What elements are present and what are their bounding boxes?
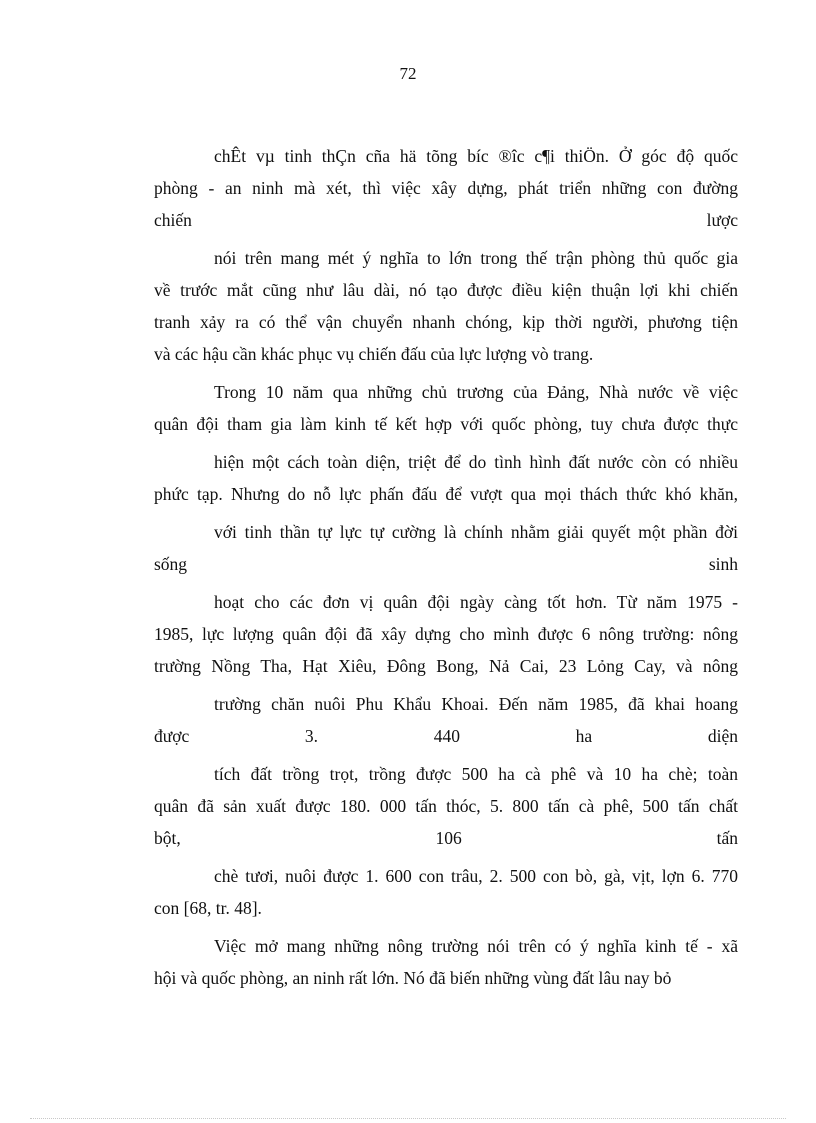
text-line: chÊt vµ tinh thÇn cña hä tõng bíc ®îc c¶i thiÖn. Ở góc độ quốc <box>214 146 738 166</box>
text-line: tích đất trồng trọt, trồng được 500 ha cà phê và 10 ha chè; toàn <box>214 764 738 784</box>
document-body <box>154 140 738 994</box>
text-line: con [68, tr. 48]. <box>154 898 262 918</box>
text-line: hội và quốc phòng, an ninh rất lớn. Nó đã biến những vùng đất lâu nay bỏ <box>154 968 672 988</box>
page-bottom-divider <box>30 1118 786 1119</box>
text-line: quân đội tham gia làm kinh tế kết hợp với quốc phòng, tuy chưa được thực <box>154 414 738 434</box>
text-line: về trước mắt cũng như lâu dài, nó tạo được điều kiện thuận lợi khi chiến <box>154 280 738 300</box>
text-line: hoạt cho các đơn vị quân đội ngày càng tốt hơn. Từ năm 1975 - <box>214 592 738 612</box>
text-line: 1985, lực lượng quân đội đã xây dựng cho mình được 6 nông trường: nông <box>154 624 738 644</box>
text-line: trường Nồng Tha, Hạt Xiêu, Đông Bong, Nả Cai, 23 Lỏng Cay, và nông <box>154 656 738 676</box>
text-line: với tinh thần tự lực tự cường là chính nhằm giải quyết một phần đời <box>214 522 738 542</box>
text-line: chiến lược <box>154 210 738 230</box>
text-line: hiện một cách toàn diện, triệt để do tình hình đất nước còn có nhiều <box>214 452 738 472</box>
text-line: quân đã sản xuất được 180. 000 tấn thóc, 5. 800 tấn cà phê, 500 tấn chất <box>154 796 738 816</box>
page-number: 72 <box>399 64 417 83</box>
text-line: phòng - an ninh mà xét, thì việc xây dựng, phát triển những con đường <box>154 178 738 198</box>
text-line: chè tươi, nuôi được 1. 600 con trâu, 2. 500 con bò, gà, vịt, lợn 6. 770 <box>214 866 738 886</box>
text-line: sống sinh <box>154 554 738 574</box>
text-line: và các hậu cần khác phục vụ chiến đấu của lực lượng vò trang. <box>154 344 594 364</box>
text-line: trường chăn nuôi Phu Khẩu Khoai. Đến năm 1985, đã khai hoang <box>214 694 738 714</box>
text-line: phức tạp. Nhưng do nỗ lực phấn đấu để vượt qua mọi thách thức khó khăn, <box>154 484 738 504</box>
text-line: tranh xảy ra có thể vận chuyển nhanh chóng, kịp thời người, phương tiện <box>154 312 738 332</box>
text-line: nói trên mang mét ý nghĩa to lớn trong thế trận phòng thủ quốc gia <box>214 248 738 268</box>
text-line: được 3. 440 ha diện <box>154 726 738 746</box>
text-line: Việc mở mang những nông trường nói trên có ý nghĩa kinh tế - xã <box>214 936 738 956</box>
text-line: bột, 106 tấn <box>154 828 738 848</box>
text-line: Trong 10 năm qua những chủ trương của Đảng, Nhà nước về việc <box>214 382 738 402</box>
